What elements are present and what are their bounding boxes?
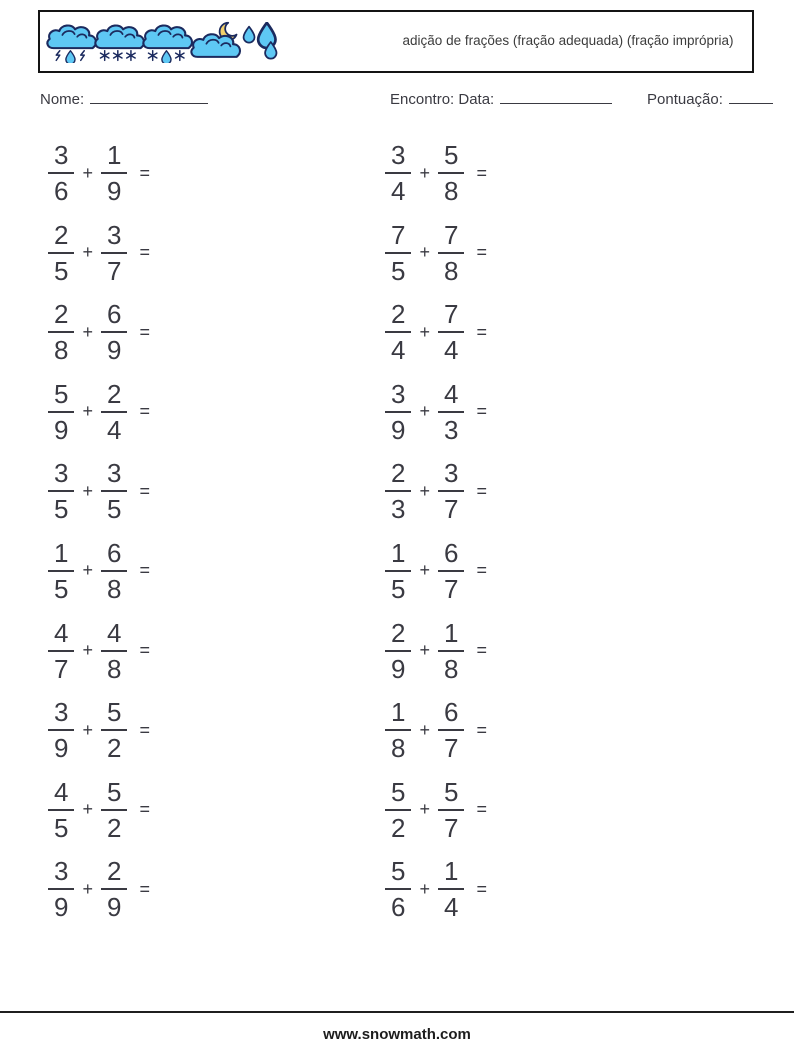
denominator: 8	[438, 252, 464, 284]
denominator: 9	[101, 331, 127, 363]
numerator: 5	[106, 697, 122, 728]
plus-sign: +	[419, 719, 430, 740]
fraction-second	[101, 458, 127, 525]
numerator: 2	[391, 458, 406, 489]
fraction-problem	[385, 856, 712, 923]
problem-cell	[375, 777, 712, 857]
plus-sign: +	[82, 480, 93, 501]
fraction-second	[101, 537, 127, 604]
plus-sign: +	[82, 162, 93, 183]
fraction-second	[438, 458, 464, 525]
fraction-problem	[48, 142, 375, 204]
plus-sign: +	[82, 401, 93, 422]
equals-sign: =	[139, 242, 150, 263]
date-label: Encontro: Data:	[390, 91, 495, 108]
equals-sign: =	[476, 878, 487, 899]
numerator: 1	[391, 537, 406, 568]
fraction-second	[438, 378, 464, 445]
fraction-first	[48, 856, 74, 923]
denominator: 2	[101, 809, 127, 841]
equals-sign: =	[139, 162, 150, 183]
numerator: 2	[54, 299, 69, 330]
numerator: 5	[443, 140, 459, 170]
numerator: 4	[443, 378, 459, 409]
fraction-problem	[385, 219, 712, 286]
problem-cell	[38, 538, 375, 618]
numerator: 4	[54, 776, 69, 807]
denominator: 8	[438, 650, 464, 682]
problem-cell	[375, 538, 712, 618]
problem-cell	[375, 379, 712, 459]
denominator: 9	[48, 729, 74, 761]
denominator: 5	[48, 570, 74, 602]
problem-cell	[375, 697, 712, 777]
denominator: 2	[101, 729, 127, 761]
denominator: 7	[101, 252, 127, 284]
numerator: 1	[54, 537, 69, 568]
numerator: 5	[443, 776, 459, 807]
fraction-second	[101, 378, 127, 445]
fraction-first	[48, 617, 74, 684]
fraction-first	[385, 378, 411, 445]
fraction-first	[48, 142, 74, 204]
numerator: 6	[443, 697, 459, 728]
numerator: 3	[106, 458, 122, 489]
fraction-second	[101, 299, 127, 366]
denominator: 5	[48, 252, 74, 284]
numerator: 2	[106, 856, 122, 887]
fraction-problem	[48, 299, 375, 366]
plus-sign: +	[419, 242, 430, 263]
website-text: www.snowmath.com	[323, 1026, 471, 1043]
fraction-second	[438, 697, 464, 764]
denominator: 4	[385, 331, 411, 363]
fraction-problem	[48, 378, 375, 445]
plus-sign: +	[82, 719, 93, 740]
fraction-second	[101, 776, 127, 843]
score-blank-line	[729, 90, 773, 104]
denominator: 8	[48, 331, 74, 363]
denominator: 8	[101, 650, 127, 682]
denominator: 9	[48, 888, 74, 920]
fraction-problem	[385, 537, 712, 604]
fraction-first	[385, 776, 411, 843]
equals-sign: =	[139, 719, 150, 740]
header-box	[38, 10, 754, 73]
problem-cell	[375, 458, 712, 538]
denominator: 2	[385, 809, 411, 841]
name-blank-line	[90, 90, 208, 104]
numerator: 6	[106, 299, 122, 330]
denominator: 5	[385, 252, 411, 284]
plus-sign: +	[82, 321, 93, 342]
footer	[0, 1011, 794, 1043]
problem-cell	[375, 140, 712, 220]
problem-cell	[375, 618, 712, 698]
plus-sign: +	[419, 401, 430, 422]
fraction-problem	[385, 617, 712, 684]
fraction-first	[385, 856, 411, 923]
equals-sign: =	[139, 480, 150, 501]
problem-cell	[375, 856, 712, 936]
raindrops-icon	[242, 22, 282, 62]
score-label: Pontuação:	[647, 91, 723, 108]
fraction-problem	[385, 776, 712, 843]
denominator: 5	[385, 570, 411, 602]
fraction-first	[385, 299, 411, 366]
denominator: 9	[48, 411, 74, 443]
date-blank-line	[500, 90, 612, 104]
fraction-first	[48, 299, 74, 366]
denominator: 6	[385, 888, 411, 920]
denominator: 4	[101, 411, 127, 443]
plus-sign: +	[82, 242, 93, 263]
denominator: 7	[438, 729, 464, 761]
numerator: 3	[54, 458, 69, 489]
problem-cell	[38, 697, 375, 777]
equals-sign: =	[139, 401, 150, 422]
denominator: 7	[438, 570, 464, 602]
equals-sign: =	[476, 321, 487, 342]
fraction-problem	[48, 219, 375, 286]
numerator: 3	[391, 378, 406, 409]
problem-cell	[38, 299, 375, 379]
fraction-problem	[385, 142, 712, 204]
plus-sign: +	[419, 560, 430, 581]
equals-sign: =	[476, 401, 487, 422]
plus-sign: +	[419, 480, 430, 501]
plus-sign: +	[419, 162, 430, 183]
problems-grid	[38, 140, 712, 936]
denominator: 7	[438, 809, 464, 841]
numerator: 2	[391, 299, 406, 330]
plus-sign: +	[82, 560, 93, 581]
numerator: 7	[443, 219, 459, 250]
numerator: 5	[391, 776, 406, 807]
fraction-problem	[385, 378, 712, 445]
fraction-problem	[48, 617, 375, 684]
denominator: 8	[101, 570, 127, 602]
fields-row	[0, 90, 794, 116]
numerator: 5	[106, 776, 122, 807]
plus-sign: +	[82, 799, 93, 820]
equals-sign: =	[476, 560, 487, 581]
numerator: 7	[443, 299, 459, 330]
fraction-problem	[48, 458, 375, 525]
plus-sign: +	[82, 640, 93, 661]
equals-sign: =	[139, 640, 150, 661]
problem-cell	[38, 220, 375, 300]
numerator: 2	[54, 219, 69, 250]
equals-sign: =	[139, 321, 150, 342]
fraction-second	[101, 697, 127, 764]
fraction-second	[438, 219, 464, 286]
denominator: 4	[385, 172, 411, 204]
equals-sign: =	[476, 480, 487, 501]
fraction-first	[385, 617, 411, 684]
denominator: 7	[48, 650, 74, 682]
denominator: 9	[385, 650, 411, 682]
fraction-first	[385, 458, 411, 525]
numerator: 3	[443, 458, 459, 489]
fraction-problem	[48, 697, 375, 764]
worksheet-title: adição de frações (fração adequada) (fração imprópria)	[402, 33, 734, 49]
numerator: 3	[54, 856, 69, 887]
denominator: 4	[438, 331, 464, 363]
problem-cell	[375, 299, 712, 379]
name-label: Nome:	[40, 91, 85, 108]
denominator: 8	[438, 172, 464, 204]
numerator: 5	[391, 856, 406, 887]
denominator: 3	[438, 411, 464, 443]
fraction-second	[438, 776, 464, 843]
fraction-first	[385, 219, 411, 286]
problem-cell	[375, 220, 712, 300]
numerator: 3	[391, 140, 406, 170]
fraction-second	[101, 856, 127, 923]
numerator: 4	[106, 617, 122, 648]
numerator: 1	[106, 140, 122, 170]
equals-sign: =	[476, 162, 487, 183]
plus-sign: +	[419, 799, 430, 820]
denominator: 5	[101, 490, 127, 522]
fraction-first	[48, 776, 74, 843]
denominator: 8	[385, 729, 411, 761]
problem-cell	[38, 777, 375, 857]
fraction-second	[101, 219, 127, 286]
equals-sign: =	[476, 719, 487, 740]
problem-cell	[38, 458, 375, 538]
fraction-problem	[48, 856, 375, 923]
denominator: 6	[48, 172, 74, 204]
numerator: 1	[443, 617, 459, 648]
denominator: 5	[48, 490, 74, 522]
plus-sign: +	[419, 878, 430, 899]
plus-sign: +	[419, 321, 430, 342]
weather-icons	[44, 21, 282, 63]
denominator: 7	[438, 490, 464, 522]
plus-sign: +	[419, 640, 430, 661]
fraction-problem	[48, 776, 375, 843]
fraction-second	[101, 617, 127, 684]
fraction-first	[48, 458, 74, 525]
numerator: 7	[391, 219, 406, 250]
fraction-problem	[48, 537, 375, 604]
fraction-first	[385, 697, 411, 764]
equals-sign: =	[139, 799, 150, 820]
problem-cell	[38, 140, 375, 220]
denominator: 4	[438, 888, 464, 920]
numerator: 6	[443, 537, 459, 568]
fraction-second	[438, 537, 464, 604]
equals-sign: =	[476, 799, 487, 820]
problem-cell	[38, 618, 375, 698]
fraction-first	[385, 537, 411, 604]
fraction-second	[438, 299, 464, 366]
denominator: 5	[48, 809, 74, 841]
equals-sign: =	[476, 640, 487, 661]
fraction-first	[48, 697, 74, 764]
numerator: 1	[443, 856, 459, 887]
night-cloud-icon	[188, 21, 244, 63]
fraction-second	[438, 856, 464, 923]
fraction-second	[438, 617, 464, 684]
fraction-first	[48, 378, 74, 445]
denominator: 3	[385, 490, 411, 522]
numerator: 3	[106, 219, 122, 250]
numerator: 4	[54, 617, 69, 648]
denominator: 9	[385, 411, 411, 443]
numerator: 5	[54, 378, 69, 409]
numerator: 3	[54, 140, 69, 170]
numerator: 1	[391, 697, 406, 728]
fraction-first	[385, 142, 411, 204]
equals-sign: =	[139, 560, 150, 581]
fraction-second	[438, 142, 464, 204]
equals-sign: =	[139, 878, 150, 899]
fraction-first	[48, 537, 74, 604]
numerator: 6	[106, 537, 122, 568]
equals-sign: =	[476, 242, 487, 263]
fraction-problem	[385, 458, 712, 525]
fraction-problem	[385, 299, 712, 366]
problem-cell	[38, 379, 375, 459]
numerator: 2	[106, 378, 122, 409]
numerator: 2	[391, 617, 406, 648]
numerator: 3	[54, 697, 69, 728]
plus-sign: +	[82, 878, 93, 899]
fraction-first	[48, 219, 74, 286]
fraction-problem	[385, 697, 712, 764]
problem-cell	[38, 856, 375, 936]
fraction-second	[101, 142, 127, 204]
denominator: 9	[101, 172, 127, 204]
denominator: 9	[101, 888, 127, 920]
